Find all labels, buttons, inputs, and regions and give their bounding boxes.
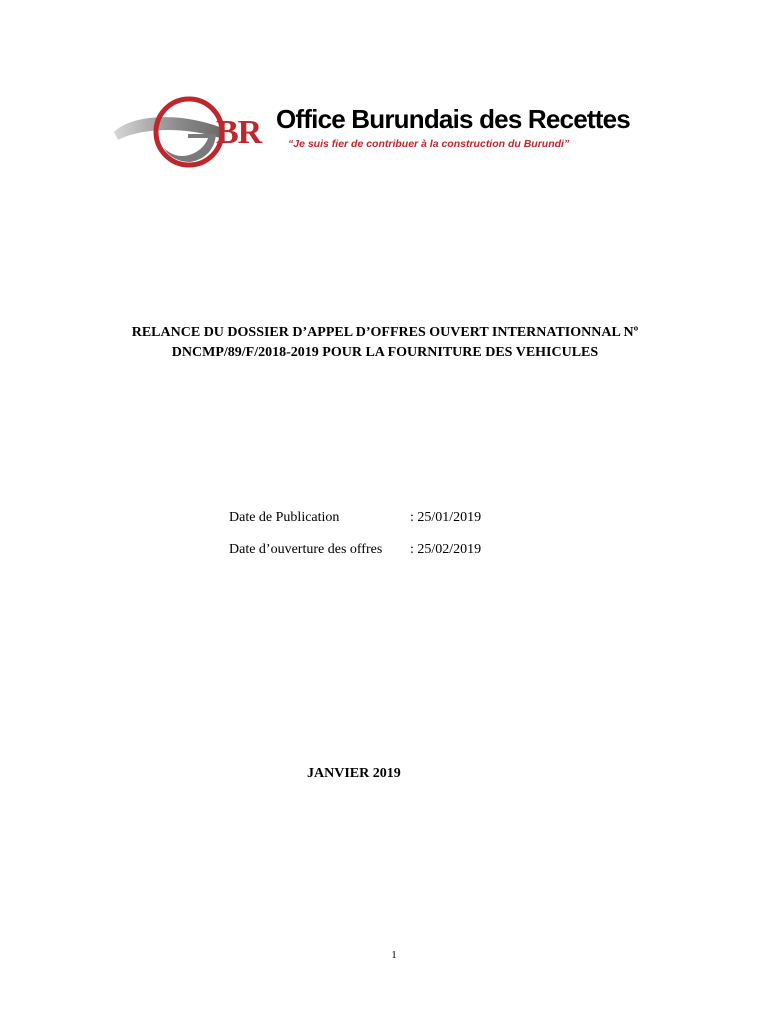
document-title [60,323,710,363]
obr-logo [112,92,630,174]
page-number: 1 [391,949,397,961]
organization-name: Office Burundais des Recettes [276,104,630,134]
publication-date-label: Date de Publication [229,510,340,525]
publication-date-value: : 25/01/2019 [410,510,482,525]
title-line-2: DNCMP/89/F/2018-2019 POUR LA FOURNITURE DES VEHICULES [171,345,599,360]
opening-date-value: : 25/02/2019 [410,542,482,557]
logo-initials: BR [216,114,262,151]
document-month: JANVIER 2019 [307,766,401,781]
title-line-1: RELANCE DU DOSSIER D’APPEL D’OFFRES OUVERT INTERNATIONNAL Nº [131,325,639,340]
opening-date-label: Date d’ouverture des offres [229,542,383,557]
organization-slogan: “Je suis fier de contribuer à la construction du Burundi” [288,138,570,150]
